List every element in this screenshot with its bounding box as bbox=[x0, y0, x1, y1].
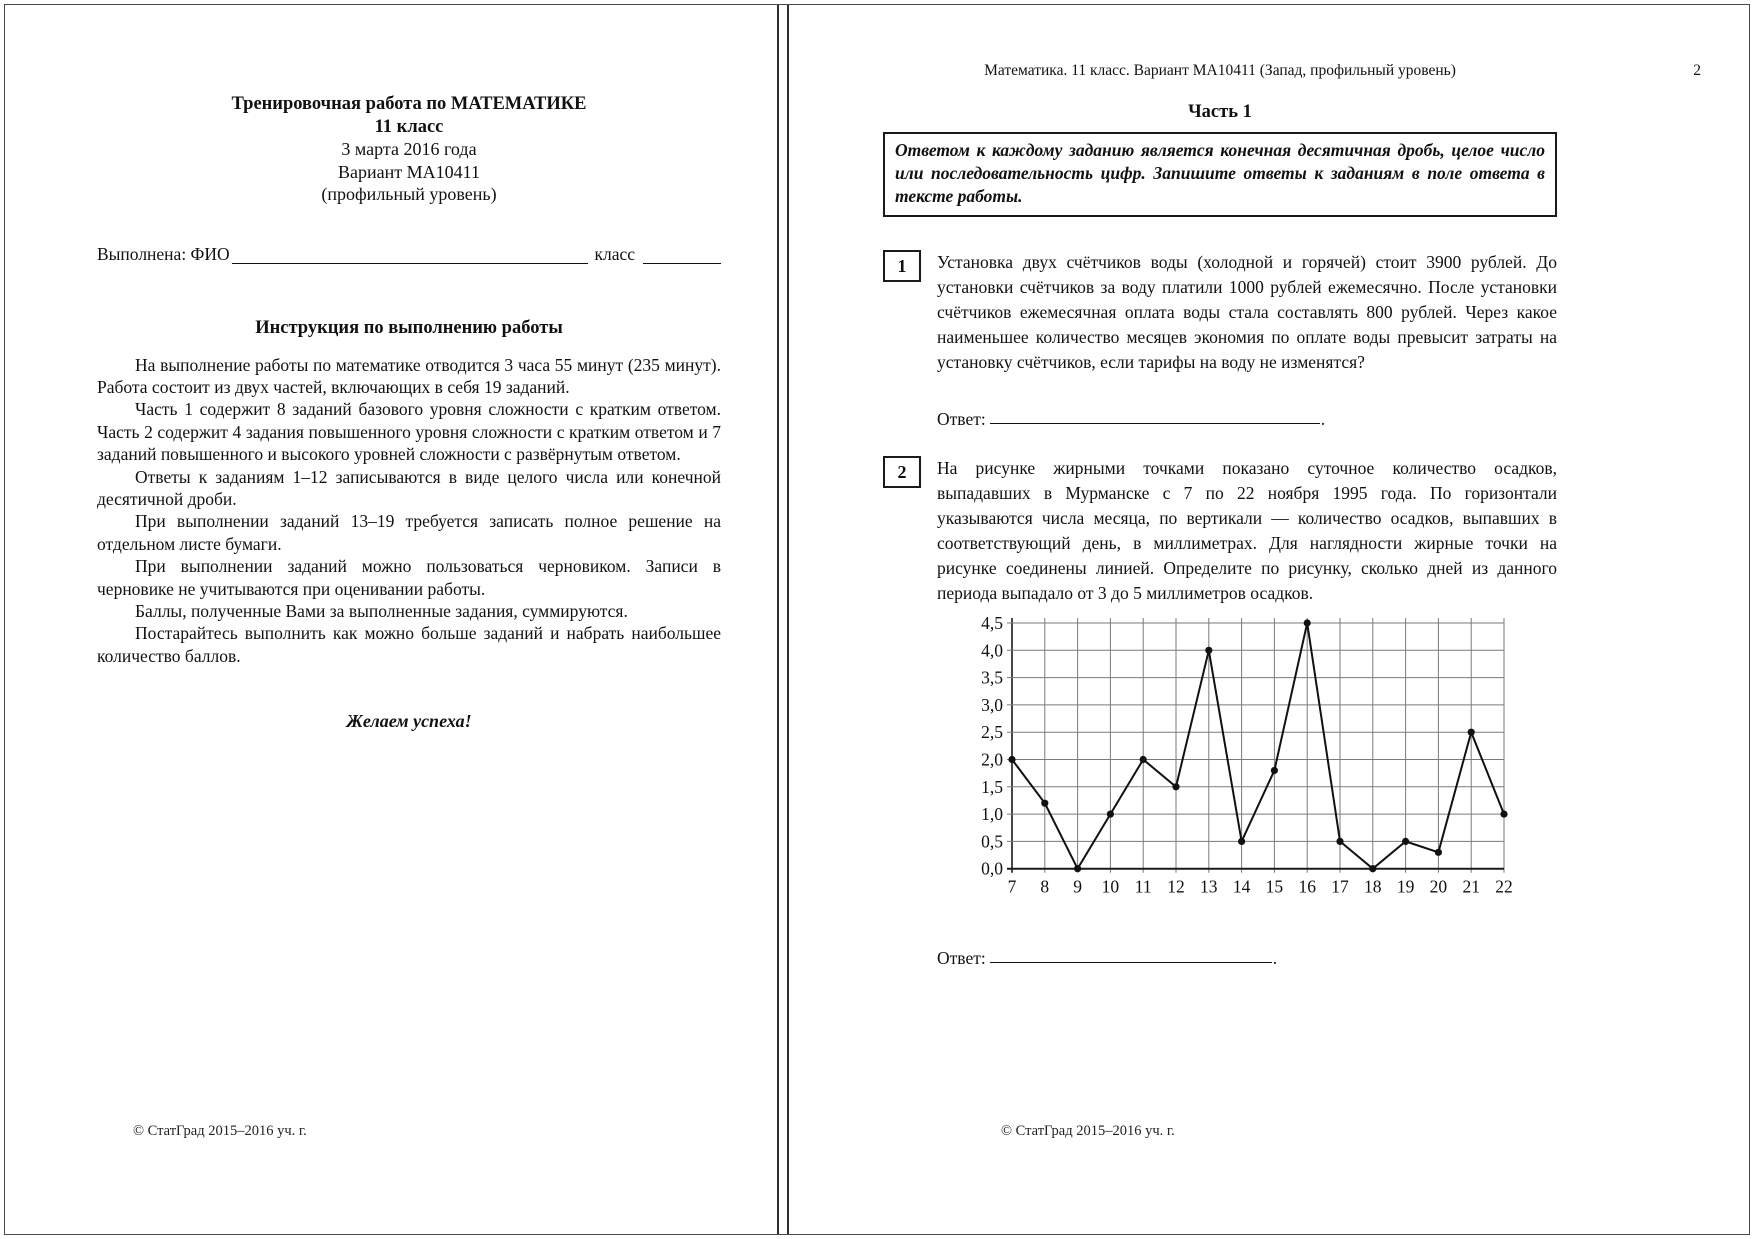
svg-text:21: 21 bbox=[1462, 876, 1480, 897]
part-title: Часть 1 bbox=[1188, 102, 1252, 122]
copyright-footer: © СтатГрад 2015–2016 уч. г. bbox=[1001, 1123, 1175, 1139]
answer-format-notice: Ответом к каждому заданию является конечная десятичная дробь, целое число или последовательность цифр. Запишите ответы к заданиям в поле ответа в тексте работы. bbox=[883, 132, 1557, 217]
date-line: 3 марта 2016 года bbox=[341, 139, 477, 159]
problem-1-text: Установка двух счётчиков воды (холодной и горячей) стоит 3900 рублей. До установки счётчиков за воду платили 1000 рублей ежемесячно. После установки счётчиков ежемесячная оплата воды стала составлять 800 рублей. Через какое наименьшее количество месяцев экономия по оплате воды превысит затраты на установку счётчиков, если тарифы на воду не изменятся? bbox=[937, 252, 1557, 372]
problem-2-body bbox=[937, 456, 1557, 969]
instruction-paragraph: Постарайтесь выполнить как можно больше заданий и набрать наибольшее количество баллов. bbox=[97, 623, 721, 666]
running-header: Математика. 11 класс. Вариант МА10411 (Запад, профильный уровень) bbox=[984, 62, 1456, 79]
work-title: Тренировочная работа по МАТЕМАТИКЕ bbox=[231, 94, 587, 114]
instruction-paragraph: Ответы к заданиям 1–12 записываются в виде целого числа или конечной десятичной дроби. bbox=[97, 466, 721, 509]
grade-line: 11 класс bbox=[374, 116, 444, 137]
svg-text:17: 17 bbox=[1331, 876, 1349, 897]
fio-blank-field bbox=[232, 247, 589, 264]
svg-text:14: 14 bbox=[1232, 876, 1251, 897]
class-label: класс bbox=[594, 243, 635, 264]
problem-1-answer-line bbox=[937, 407, 1557, 430]
variant-line: Вариант МА10411 bbox=[338, 161, 480, 182]
problem-2-number-box: 2 bbox=[883, 456, 921, 488]
precipitation-chart bbox=[962, 614, 1520, 903]
page-number: 2 bbox=[1693, 62, 1701, 79]
svg-text:15: 15 bbox=[1265, 876, 1284, 897]
svg-text:13: 13 bbox=[1200, 876, 1218, 897]
svg-text:7: 7 bbox=[1007, 876, 1017, 897]
svg-text:0,5: 0,5 bbox=[981, 831, 1003, 852]
instructions-paragraphs bbox=[97, 354, 721, 668]
svg-text:10: 10 bbox=[1101, 876, 1120, 897]
instructions-heading: Инструкция по выполнению работы bbox=[255, 317, 563, 338]
svg-text:8: 8 bbox=[1040, 876, 1050, 897]
svg-text:18: 18 bbox=[1364, 876, 1382, 897]
problem-1-body bbox=[937, 250, 1557, 430]
answer-blank-field bbox=[990, 407, 1320, 424]
copyright-footer: © СтатГрад 2015–2016 уч. г. bbox=[133, 1123, 307, 1139]
page-left bbox=[5, 5, 779, 1234]
instruction-paragraph: На выполнение работы по математике отводится 3 часа 55 минут (235 минут). Работа состоит из двух частей, включающих в себя 19 заданий. bbox=[97, 354, 721, 397]
page-right bbox=[787, 5, 1749, 1234]
problem-2-answer-line bbox=[937, 946, 1557, 969]
svg-text:22: 22 bbox=[1495, 876, 1513, 897]
svg-text:20: 20 bbox=[1429, 876, 1448, 897]
svg-text:1,5: 1,5 bbox=[981, 776, 1003, 797]
instruction-paragraph: Часть 1 содержит 8 заданий базового уровня сложности с кратким ответом. Часть 2 содержит 4 задания повышенного уровня сложности с кратким ответом и 7 заданий повышенного и высокого уровней сложности с развёрнутым ответом. bbox=[97, 399, 721, 465]
instruction-paragraph: При выполнении заданий можно пользоваться черновиком. Записи в черновике не учитываются при оценивании работы. bbox=[97, 556, 721, 599]
svg-text:19: 19 bbox=[1396, 876, 1415, 897]
svg-text:0,0: 0,0 bbox=[981, 858, 1003, 879]
answer-suffix: . bbox=[1320, 409, 1326, 429]
chart-wrapper bbox=[962, 614, 1557, 908]
svg-text:3,0: 3,0 bbox=[981, 694, 1003, 715]
problem-2-text: На рисунке жирными точками показано суточное количество осадков, выпадавших в Мурманске с 7 по 22 ноября 1995 года. По горизонтали указываются числа месяца, по вертикали — количество осадков, выпавших в соответствующий день, в миллиметрах. Для наглядности жирные точки на рисунке соединены линией. Определите по рисунку, сколько дней из данного периода выпадало от 3 до 5 миллиметров осадков. bbox=[937, 458, 1557, 603]
problem-1-number-box: 1 bbox=[883, 250, 921, 282]
class-blank-field bbox=[643, 247, 721, 264]
fio-label: Выполнена: ФИО bbox=[97, 243, 230, 264]
svg-text:11: 11 bbox=[1134, 876, 1152, 897]
problem-2 bbox=[883, 456, 1557, 969]
svg-text:12: 12 bbox=[1167, 876, 1185, 897]
problem-1 bbox=[883, 250, 1557, 430]
svg-text:4,0: 4,0 bbox=[981, 640, 1003, 661]
level-line: (профильный уровень) bbox=[321, 184, 497, 204]
answer-suffix: . bbox=[1272, 948, 1278, 968]
answer-blank-field bbox=[990, 946, 1272, 963]
svg-text:3,5: 3,5 bbox=[981, 667, 1003, 688]
title-block bbox=[97, 93, 721, 206]
svg-text:2,0: 2,0 bbox=[981, 749, 1003, 770]
instruction-paragraph: При выполнении заданий 13–19 требуется записать полное решение на отдельном листе бумаги. bbox=[97, 511, 721, 554]
answer-label: Ответ: bbox=[937, 409, 986, 429]
svg-text:1,0: 1,0 bbox=[981, 804, 1003, 825]
svg-text:16: 16 bbox=[1298, 876, 1316, 897]
svg-text:4,5: 4,5 bbox=[981, 614, 1003, 633]
fio-line bbox=[97, 244, 721, 265]
instruction-paragraph: Баллы, полученные Вами за выполненные задания, суммируются. bbox=[135, 600, 628, 621]
good-luck-line: Желаем успеха! bbox=[346, 711, 472, 732]
answer-label: Ответ: bbox=[937, 948, 986, 968]
svg-text:2,5: 2,5 bbox=[981, 722, 1003, 743]
svg-text:9: 9 bbox=[1073, 876, 1082, 897]
